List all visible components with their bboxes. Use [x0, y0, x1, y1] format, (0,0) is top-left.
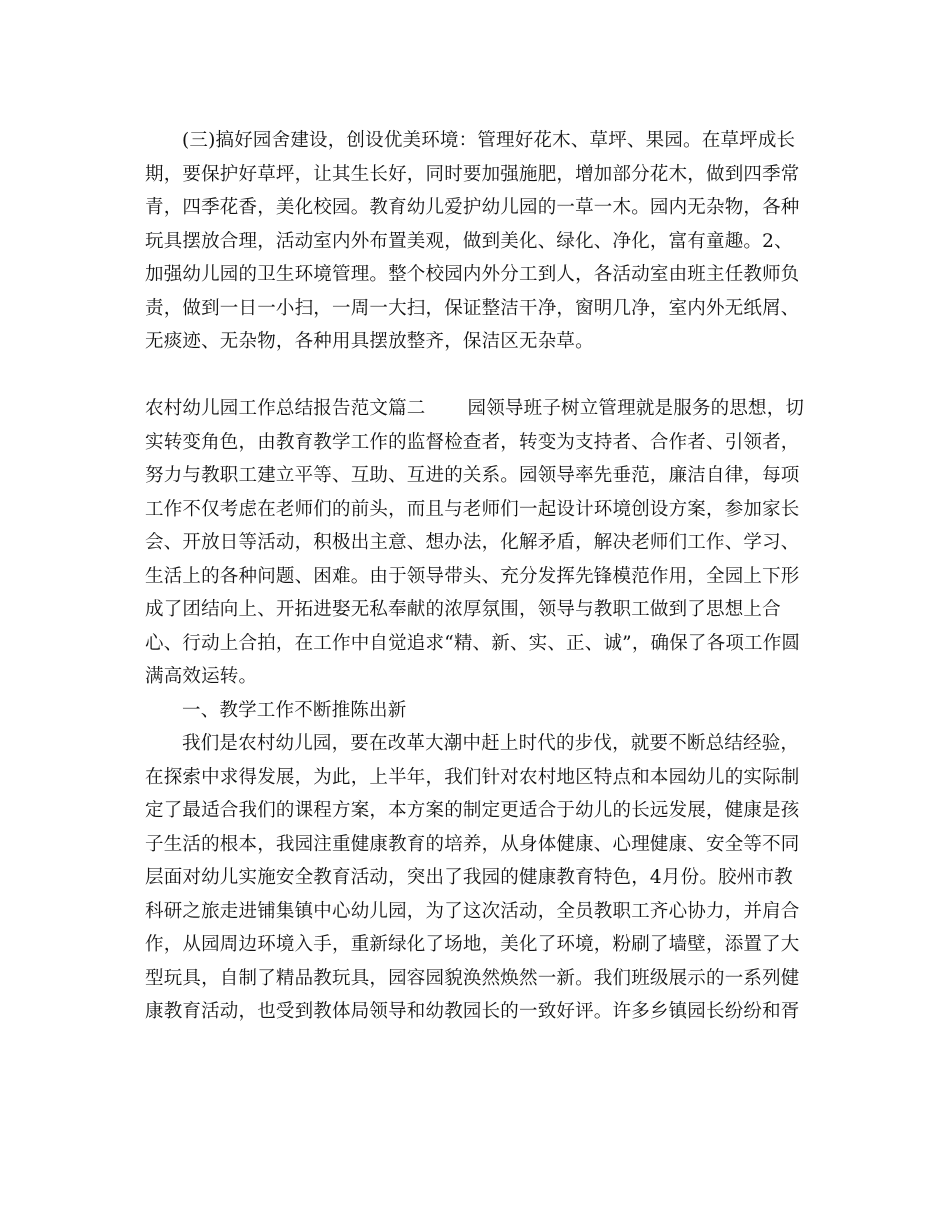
section-heading-teaching: 一、教学工作不断推陈出新 [182, 700, 407, 721]
leadership-text: 园领导班子树立管理就是服务的思想，切实转变角色，由教育教学工作的监督检查者，转变为支持者、合作者、引领者，努力与教职工建立平等、互助、互进的关系。园领导率先垂范，廉洁自律，每项工作不仅考虑在老师们的前头，而且与老师们一起设计环境创设方案，参加家长会、开放日等活动，积极出主意、想办法，化解矛盾，解决老师们工作、学习、生活上的各种问题、困难。由于领导带头、充分发挥先锋模范作用，全园上下形成了团结向上、开拓进娶无私奉献的浓厚氛围，领导与教职工做到了思想上合心、行动上合拍，在工作中自觉追求“精、新、实、正、诚”，确保了各项工作圆满高效运转。 [145, 398, 805, 687]
paragraph-leadership [145, 392, 810, 694]
document-title-inline: 农村幼儿园工作总结报告范文篇二 [145, 398, 426, 419]
paragraph-campus-environment: (三)搞好园舍建设，创设优美环境：管理好花木、草坪、果园。在草坪成长期，要保护好草坪，让其生长好，同时要加强施肥，增加部分花木，做到四季常青，四季花香，美化校园。教育幼儿爱护幼儿园的一草一木。园内无杂物，各种玩具摆放合理，活动室内外布置美观，做到美化、绿化、净化，富有童趣。2、加强幼儿园的卫生环境管理。整个校园内外分工到人，各活动室由班主任教师负责，做到一日一小扫，一周一大扫，保证整洁干净，窗明几净，室内外无纸屑、无痰迹、无杂物，各种用具摆放整齐，保洁区无杂草。 [145, 130, 800, 352]
paragraph-teaching: 我们是农村幼儿园，要在改革大潮中赶上时代的步伐，就要不断总结经验，在探索中求得发展，为此，上半年，我们针对农村地区特点和本园幼儿的实际制定了最适合我们的课程方案，本方案的制定更适合于幼儿的长远发展，健康是孩子生活的根本，我园注重健康教育的培养，从身体健康、心理健康、安全等不同层面对幼儿实施安全教育活动，突出了我园的健康教育特色，4月份。胶州市教科研之旅走进铺集镇中心幼儿园，为了这次活动，全员教职工齐心协力，并肩合作，从园周边环境入手，重新绿化了场地，美化了环境，粉刷了墙壁，添置了大型玩具，自制了精品教玩具，园容园貌涣然焕然一新。我们班级展示的一系列健康教育活动，也受到教体局领导和幼教园长的一致好评。许多乡镇园长纷纷和胥 [145, 733, 800, 1022]
